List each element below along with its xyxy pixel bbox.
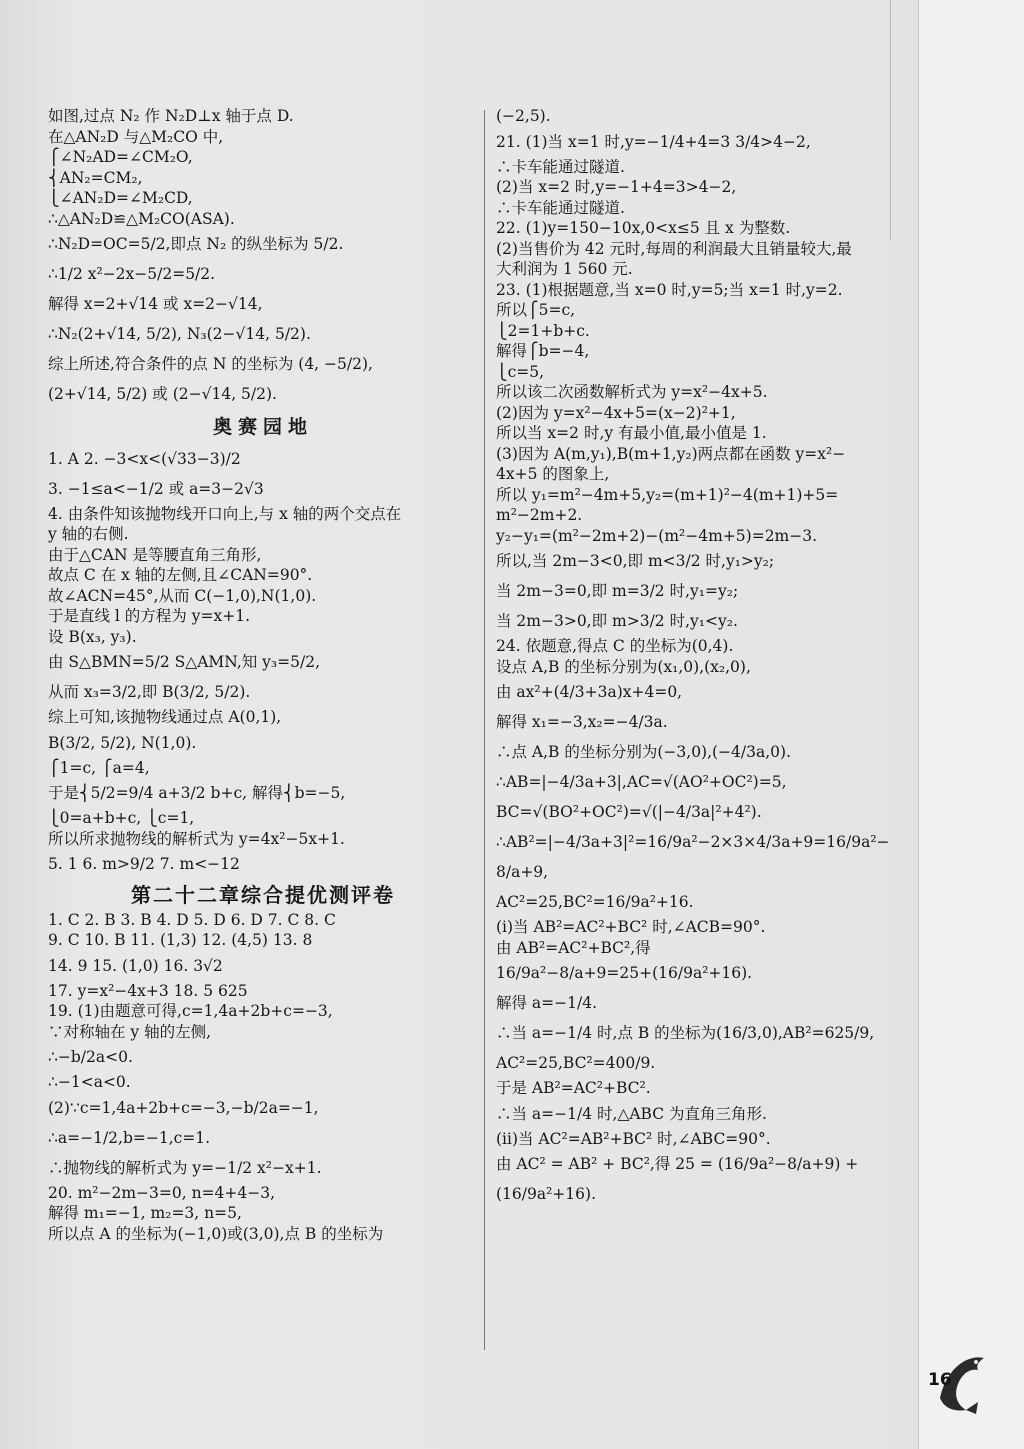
text-line: (2)∵c=1,4a+2b+c=−3,−b/2a=−1, bbox=[48, 1098, 319, 1117]
text-line: (2)因为 y=x²−4x+5=(x−2)²+1, bbox=[496, 403, 736, 422]
text-line: 所以该二次函数解析式为 y=x²−4x+5. bbox=[496, 383, 768, 401]
text-line: ∴△AN₂D≌△M₂CO(ASA). bbox=[48, 209, 235, 228]
text-line: ∴AB²=|−4/3a+3|²=16/9a²−2×3×4/3a+9=16/9a²− bbox=[496, 833, 890, 851]
text-line: 5. 1 6. m>9/2 7. m<−12 bbox=[48, 855, 240, 873]
text-line: 由 S△BMN=5/2 S△AMN,知 y₃=5/2, bbox=[48, 653, 321, 671]
text-line: ⎩∠AN₂D=∠M₂CD, bbox=[48, 189, 193, 207]
text-line: 17. y=x²−4x+3 18. 5 625 bbox=[48, 981, 248, 1000]
text-line: 1. A 2. −3<x<(√33−3)/2 bbox=[48, 449, 241, 468]
text-line: (16/9a²+16). bbox=[496, 1185, 596, 1203]
text-line: 8/a+9, bbox=[496, 863, 549, 881]
text-line: 大利润为 1 560 元. bbox=[496, 260, 633, 278]
text-line: 4. 由条件知该抛物线开口向上,与 x 轴的两个交点在 bbox=[48, 504, 402, 523]
page-edge bbox=[918, 0, 1024, 1449]
text-line: 综上可知,该抛物线通过点 A(0,1), bbox=[48, 708, 282, 726]
text-line: ∴抛物线的解析式为 y=−1/2 x²−x+1. bbox=[48, 1158, 322, 1177]
text-line: y₂−y₁=(m²−2m+2)−(m²−4m+5)=2m−3. bbox=[496, 526, 818, 545]
right-column bbox=[496, 106, 912, 1356]
text-line: B(3/2, 5/2), N(1,0). bbox=[48, 733, 197, 752]
text-line: 3. −1≤a<−1/2 或 a=3−2√3 bbox=[48, 479, 264, 498]
text-line: 如图,过点 N₂ 作 N₂D⊥x 轴于点 D. bbox=[48, 107, 294, 125]
text-line: ⎩c=5, bbox=[496, 362, 545, 381]
text-line: 解得⎧b=−4, bbox=[496, 342, 590, 360]
text-line: ∴−1<a<0. bbox=[48, 1073, 131, 1091]
text-line: 设点 A,B 的坐标分别为(x₁,0),(x₂,0), bbox=[496, 657, 751, 676]
text-line: 故∠ACN=45°,从而 C(−1,0),N(1,0). bbox=[48, 586, 317, 605]
text-line: (2)当 x=2 时,y=−1+4=3>4−2, bbox=[496, 178, 737, 196]
text-line: AC²=25,BC²=16/9a²+16. bbox=[496, 893, 694, 911]
text-line: ∴N₂(2+√14, 5/2), N₃(2−√14, 5/2). bbox=[48, 325, 311, 343]
text-line: 所以,当 2m−3<0,即 m<3/2 时,y₁>y₂; bbox=[496, 552, 775, 570]
text-line: 所以当 x=2 时,y 有最小值,最小值是 1. bbox=[496, 424, 767, 442]
text-line: (3)因为 A(m,y₁),B(m+1,y₂)两点都在函数 y=x²− bbox=[496, 444, 846, 463]
column-divider bbox=[484, 110, 485, 1350]
text-line: 4x+5 的图象上, bbox=[496, 465, 610, 483]
text-line: y 轴的右侧. bbox=[48, 525, 129, 543]
text-line: 所以⎧5=c, bbox=[496, 301, 576, 319]
text-line: ∴点 A,B 的坐标分别为(−3,0),(−4/3a,0). bbox=[496, 743, 792, 761]
text-line: 所以 y₁=m²−4m+5,y₂=(m+1)²−4(m+1)+5= bbox=[496, 485, 839, 504]
page-number: 16 bbox=[928, 1370, 952, 1390]
text-line: ∴N₂D=OC=5/2,即点 N₂ 的纵坐标为 5/2. bbox=[48, 235, 344, 253]
text-line: m²−2m+2. bbox=[496, 506, 583, 524]
text-line: (−2,5). bbox=[496, 107, 551, 125]
olympiad-answers bbox=[48, 444, 478, 880]
text-line: ⎧1=c, ⎧a=4, bbox=[48, 758, 150, 777]
text-line: BC=√(BO²+OC²)=√(|−4/3a|²+4²). bbox=[496, 803, 762, 821]
text-line: 所以点 A 的坐标为(−1,0)或(3,0),点 B 的坐标为 bbox=[48, 1224, 384, 1243]
text-line: 于是直线 l 的方程为 y=x+1. bbox=[48, 607, 251, 625]
text-line: (2+√14, 5/2) 或 (2−√14, 5/2). bbox=[48, 385, 277, 403]
text-line: ∴1/2 x²−2x−5/2=5/2. bbox=[48, 265, 216, 283]
text-line: ∴a=−1/2,b=−1,c=1. bbox=[48, 1128, 211, 1147]
text-line: 综上所述,符合条件的点 N 的坐标为 (4, −5/2), bbox=[48, 355, 373, 373]
answers-21-24 bbox=[496, 106, 912, 1209]
text-line: (ⅰ)当 AB²=AC²+BC² 时,∠ACB=90°. bbox=[496, 918, 766, 936]
text-line: 解得 a=−1/4. bbox=[496, 994, 598, 1012]
text-line: 故点 C 在 x 轴的左侧,且∠CAN=90°. bbox=[48, 566, 313, 584]
text-line: 24. 依题意,得点 C 的坐标为(0,4). bbox=[496, 637, 734, 655]
text-line: 于是 AB²=AC²+BC². bbox=[496, 1079, 651, 1097]
text-line: 由 AB²=AC²+BC²,得 bbox=[496, 938, 651, 957]
text-line: 1. C 2. B 3. B 4. D 5. D 6. D 7. C 8. C bbox=[48, 910, 336, 929]
text-line: 解得 x=2+√14 或 x=2−√14, bbox=[48, 295, 263, 313]
solution-part-continued bbox=[48, 106, 478, 409]
text-line: ∴AB=|−4/3a+3|,AC=√(AO²+OC²)=5, bbox=[496, 773, 787, 791]
text-line: 22. (1)y=150−10x,0<x≤5 且 x 为整数. bbox=[496, 219, 791, 237]
text-line: 解得 x₁=−3,x₂=−4/3a. bbox=[496, 713, 668, 731]
chapter-test-answers bbox=[48, 910, 478, 1245]
chapter-test-heading: 第二十二章综合提优测评卷 bbox=[131, 883, 395, 907]
text-line: 从而 x₃=3/2,即 B(3/2, 5/2). bbox=[48, 683, 251, 701]
text-line: 在△AN₂D 与△M₂CO 中, bbox=[48, 127, 224, 146]
text-line: 于是⎨5/2=9/4 a+3/2 b+c, 解得⎨b=−5, bbox=[48, 784, 346, 802]
text-line: 所以所求抛物线的解析式为 y=4x²−5x+1. bbox=[48, 829, 345, 848]
text-line: 设 B(x₃, y₃). bbox=[48, 627, 137, 646]
text-line: 由 ax²+(4/3+3a)x+4=0, bbox=[496, 683, 683, 701]
text-line: ∴当 a=−1/4 时,△ABC 为直角三角形. bbox=[496, 1104, 767, 1123]
text-line: 由 AC² = AB² + BC²,得 25 = (16/9a²−8/a+9) + bbox=[496, 1155, 859, 1173]
text-line: ⎩2=1+b+c. bbox=[496, 321, 590, 340]
text-line: ∴卡车能通过隧道. bbox=[496, 198, 625, 217]
left-column bbox=[48, 106, 478, 1356]
text-line: 解得 m₁=−1, m₂=3, n=5, bbox=[48, 1204, 242, 1222]
text-line: ∴−b/2a<0. bbox=[48, 1048, 133, 1066]
text-line: 14. 9 15. (1,0) 16. 3√2 bbox=[48, 956, 223, 975]
text-line: ∵对称轴在 y 轴的左侧, bbox=[48, 1022, 212, 1041]
text-line: AC²=25,BC²=400/9. bbox=[496, 1054, 656, 1072]
text-line: ⎨AN₂=CM₂, bbox=[48, 168, 143, 187]
text-line: ⎧∠N₂AD=∠CM₂O, bbox=[48, 148, 193, 166]
text-line: 19. (1)由题意可得,c=1,4a+2b+c=−3, bbox=[48, 1002, 333, 1020]
text-line: ⎩0=a+b+c, ⎩c=1, bbox=[48, 809, 195, 827]
text-line: 21. (1)当 x=1 时,y=−1/4+4=3 3/4>4−2, bbox=[496, 132, 811, 151]
text-line: 20. m²−2m−3=0, n=4+4−3, bbox=[48, 1183, 276, 1202]
section-heading: 奥赛园地 bbox=[212, 416, 313, 438]
text-line: 由于△CAN 是等腰直角三角形, bbox=[48, 545, 262, 564]
text-line: 23. (1)根据题意,当 x=0 时,y=5;当 x=1 时,y=2. bbox=[496, 280, 843, 299]
text-line: (ⅱ)当 AC²=AB²+BC² 时,∠ABC=90°. bbox=[496, 1129, 771, 1148]
text-line: 9. C 10. B 11. (1,3) 12. (4,5) 13. 8 bbox=[48, 931, 313, 949]
text-line: ∴卡车能通过隧道. bbox=[496, 157, 625, 176]
text-line: (2)当售价为 42 元时,每周的利润最大且销量较大,最 bbox=[496, 239, 852, 258]
text-line: 当 2m−3>0,即 m>3/2 时,y₁<y₂. bbox=[496, 612, 738, 630]
text-line: ∴当 a=−1/4 时,点 B 的坐标为(16/3,0),AB²=625/9, bbox=[496, 1024, 875, 1042]
text-line: 16/9a²−8/a+9=25+(16/9a²+16). bbox=[496, 964, 753, 982]
text-line: 当 2m−3=0,即 m=3/2 时,y₁=y₂; bbox=[496, 582, 739, 600]
